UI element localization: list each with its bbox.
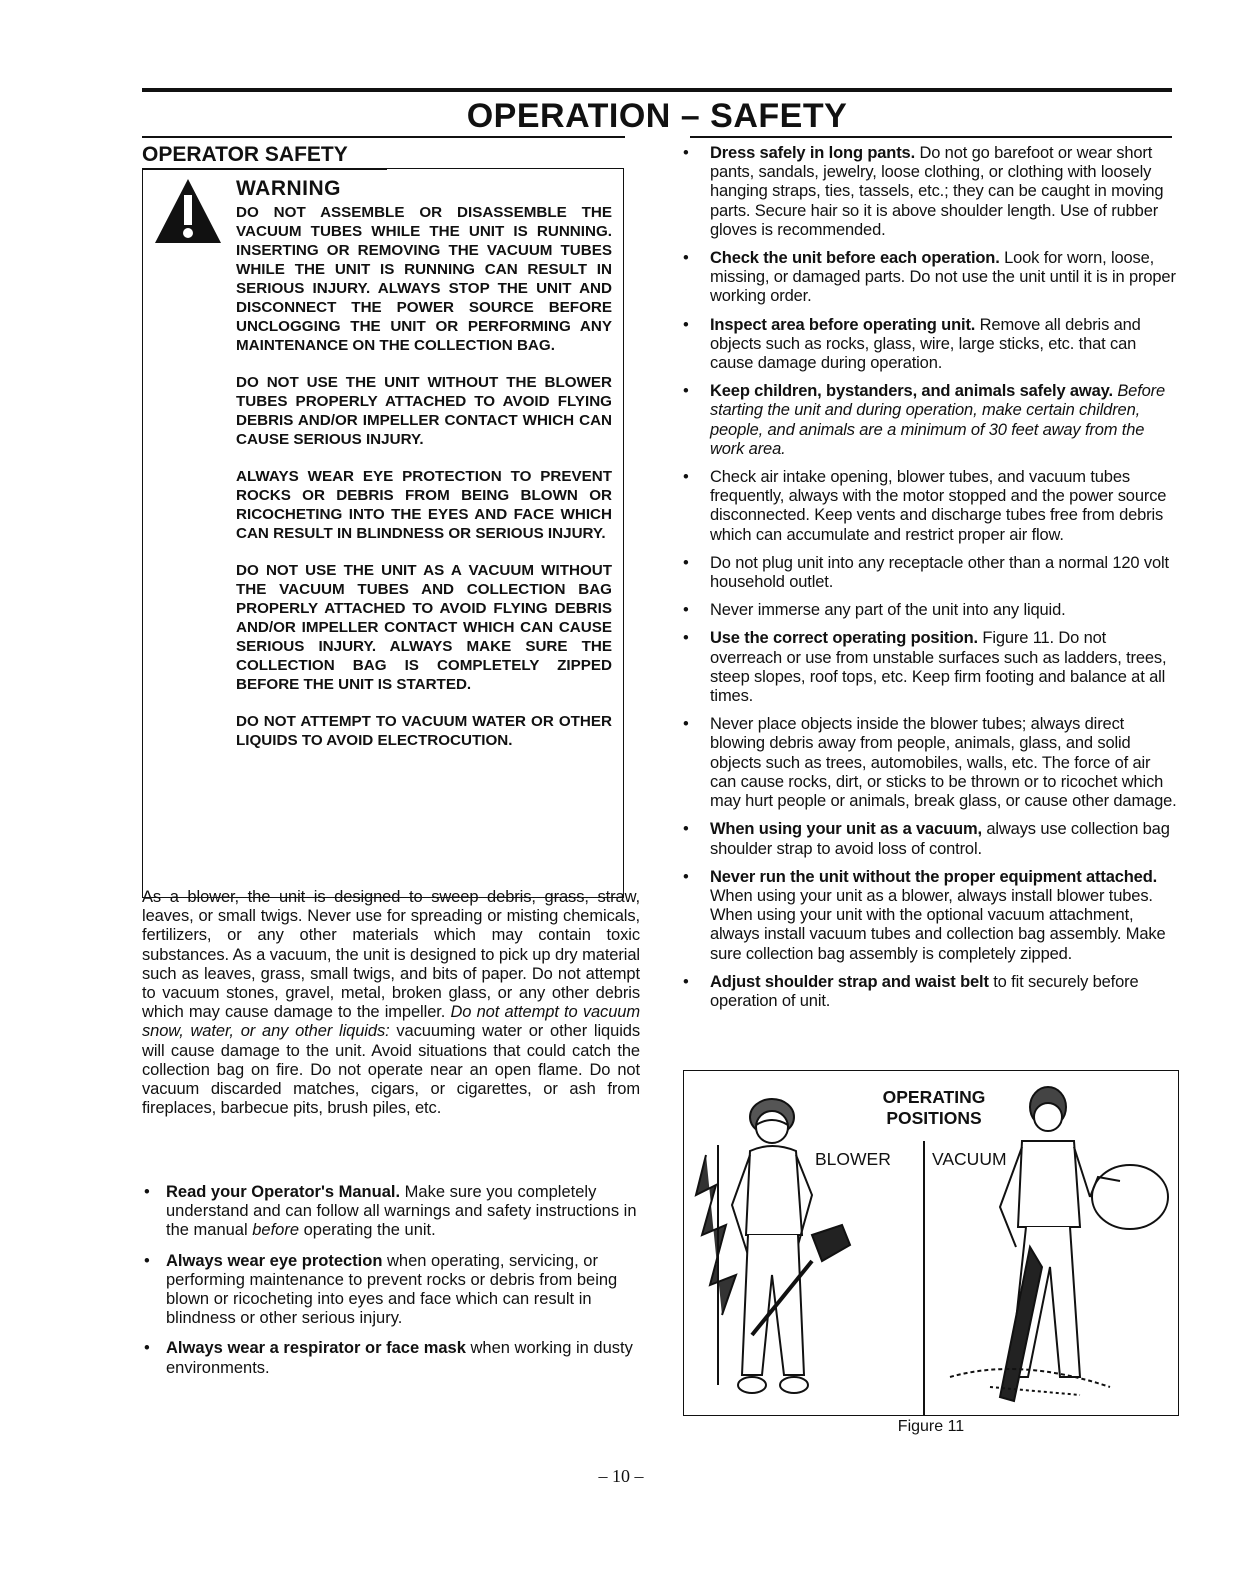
figure-label-vacuum: VACUUM [932,1149,1007,1169]
bullet-text: Check air intake opening, blower tubes, and vacuum tubes frequently, always with the motor stopped and the power source disconnected. Keep vents and discharge tubes free from debris which can accumulate and restrict proper air flow. [710,468,1167,544]
list-item [680,554,1180,592]
title-rule [690,136,1172,138]
list-item [142,1339,642,1377]
bullet-text: operating the unit. [299,1221,436,1240]
bullet-text: Remove all debris and objects such as rocks, glass, wire, large sticks, etc. that can cause damage during operation. [710,315,1141,373]
bullet-icon: • [683,249,689,268]
bullet-text: Figure 11. Do not overreach or use from unstable surfaces such as ladders, trees, steep slopes, roof tops, etc. Keep firm footing and balance at all times. [710,629,1167,706]
right-bullet-list [680,144,1180,1011]
bullet-text: Never immerse any part of the unit into any liquid. [710,601,1066,620]
intro-paragraph [142,888,640,1118]
bullet-text: Do not plug unit into any receptacle other than a normal 120 volt household outlet. [710,553,1169,592]
figure-caption: Figure 11 [897,1418,965,1435]
bullet-text: When using your unit as a blower, always install blower tubes. When using your unit with the optional vacuum attachment, always install vacuum tubes and collection bag assembly. Make sure collection bag assembly is completely zipped. [710,886,1166,963]
warning-box [142,168,624,898]
list-item [680,144,1180,240]
blower-operator-illustration [692,1085,852,1413]
bullet-icon: • [683,382,689,401]
list-item [142,1183,642,1241]
left-column [142,140,642,1377]
bullet-text: Do not go barefoot or wear short pants, sandals, jewelry, loose clothing, or clothing with loosely hanging straps, ties, tassels, etc.; they can be caught in moving parts. Secure hair so it is above shoulder length. Use of rubber gloves is recommended. [710,144,1164,239]
title-rule [142,136,625,138]
list-item [680,868,1180,964]
intro-text: As a blower, the unit is designed to sweep debris, grass, straw, leaves, or small twigs. Never use for spreading or misting chemicals, fertilizers, or any other materials which may contain toxic substances. As a vacuum, the unit is designed to pick up dry material such as leaves, grass, small twigs, and bits of paper. Do not attempt to vacuum stones, gravel, metal, broken glass, or any other debris which may cause damage to the impeller. [142,888,640,1022]
list-item [680,316,1180,374]
bullet-bold: When using your unit as a vacuum, [710,820,982,839]
intro-italic: Do not attempt to vacuum snow, water, or any other liquids: [142,1003,641,1041]
bullet-text: Never place objects inside the blower tubes; always direct blowing debris away from people, animals, glass, and solid objects such as trees, automobiles, walls, etc. The force of air can cause rocks, dirt, or sticks to be thrown or to ricochet which may hurt people or animals, break glass, or cause other damage. [710,715,1177,811]
bullet-icon: • [144,1183,150,1201]
bullet-icon: • [683,315,689,334]
bullet-icon: • [144,1339,150,1358]
bullet-bold: Check the unit before each operation. [710,249,1000,268]
bullet-icon: • [683,468,689,487]
right-column [680,144,1180,1020]
section-title: OPERATOR SAFETY [142,140,387,170]
top-rule [142,88,1172,92]
bullet-icon: • [683,553,689,572]
bullet-italic: Before starting the unit and during operation, make certain children, people, and animals are a minimum of 30 feet away from the work area. [710,382,1166,458]
bullet-text: Make sure you completely understand and can follow all warnings and safety instructions in the manual [166,1183,637,1240]
bullet-icon: • [683,715,689,734]
page-number: – 10 – [598,1466,644,1486]
intro-text: vacuuming water or other liquids will cause damage to the unit. Avoid situations that could catch the collection bag on fire. Do not operate near an open flame. Do not vacuum discarded matches, cigars, or cigarettes, or ash from fireplaces, barbecue pits, brush piles, etc. [142,1022,640,1118]
warning-paragraph: ALWAYS WEAR EYE PROTECTION TO PREVENT ROCKS OR DEBRIS FROM BEING BLOWN OR RICOCHETING INTO THE EYES AND FACE WHICH CAN RESULT IN BLINDNESS OR SERIOUS INJURY. [236,468,612,542]
warning-paragraph: DO NOT USE THE UNIT AS A VACUUM WITHOUT THE VACUUM TUBES AND COLLECTION BAG PROPERLY ATTACHED TO AVOID FLYING DEBRIS AND/OR IMPELLER CONTACT WHICH CAN CAUSE SERIOUS INJURY. ALWAYS MAKE SURE THE COLLECTION BAG IS COMPLETELY ZIPPED BEFORE THE UNIT IS STARTED. [236,562,612,693]
bullet-icon: • [683,820,689,839]
bullet-icon: • [683,972,689,991]
page-title: OPERATION – SAFETY [466,97,848,135]
bullet-text: to fit securely before operation of unit. [710,972,1139,1010]
figure-title-line: OPERATING [882,1087,986,1107]
left-bullet-list [142,1183,642,1389]
bullet-text: Look for worn, loose, missing, or damaged parts. Do not use the unit until it is in proper working order. [710,249,1176,306]
bullet-bold: Use the correct operating position. [710,629,978,648]
list-item [680,601,1180,620]
vacuum-operator-illustration [930,1077,1174,1413]
bullet-bold: Always wear a respirator or face mask [166,1339,466,1358]
warning-paragraph: DO NOT ASSEMBLE OR DISASSEMBLE THE VACUUM TUBES WHILE THE UNIT IS RUNNING. INSERTING OR REMOVING THE VACUUM TUBES WHILE THE UNIT IS RUNNING CAN RESULT IN SERIOUS INJURY. ALWAYS STOP THE UNIT AND DISCONNECT THE POWER SOURCE BEFORE UNCLOGGING THE UNIT OR PERFORMING ANY MAINTENANCE ON THE COLLECTION BAG. [236,204,612,354]
bullet-icon: • [683,867,689,886]
warning-paragraph: DO NOT USE THE UNIT WITHOUT THE BLOWER TUBES PROPERLY ATTACHED TO AVOID FLYING DEBRIS AND/OR IMPELLER CONTACT WHICH CAN CAUSE SERIOUS INJURY. [236,374,612,448]
bullet-bold: Always wear eye protection [166,1251,383,1270]
bullet-text: always use collection bag shoulder strap to avoid loss of control. [710,820,1170,858]
bullet-bold: Read your Operator's Manual. [166,1183,401,1201]
bullet-text: when operating, servicing, or performing maintenance to prevent rocks or debris from being blown or ricocheting into eyes and face which can result in blindness or other serious injury. [166,1251,618,1328]
figure-label-blower: BLOWER [815,1149,891,1169]
warning-paragraph: DO NOT ATTEMPT TO VACUUM WATER OR OTHER LIQUIDS TO AVOID ELECTROCUTION. [236,713,612,749]
bullet-italic: before [252,1221,300,1240]
warning-title: WARNING [236,177,341,200]
warning-text [236,203,612,768]
list-item [680,973,1180,1011]
warning-triangle-icon [153,177,223,247]
figure-divider [923,1141,925,1415]
bullet-bold: Inspect area before operating unit. [710,315,976,334]
list-item [680,249,1180,307]
bullet-icon: • [683,629,689,648]
list-item [680,715,1180,811]
list-item [680,382,1180,459]
bullet-bold: Keep children, bystanders, and animals safely away. [710,382,1113,401]
bullet-icon: • [683,601,689,620]
figure-title-line: POSITIONS [886,1108,982,1128]
list-item [680,468,1180,545]
list-item [142,1252,642,1329]
list-item [680,820,1180,858]
list-item [680,629,1180,706]
bullet-bold: Dress safely in long pants. [710,144,916,162]
bullet-icon: • [144,1251,150,1270]
bullet-text: when working in dusty environments. [166,1339,633,1377]
bullet-bold: Never run the unit without the proper equipment attached. [710,867,1158,886]
bullet-bold: Adjust shoulder strap and waist belt [710,972,989,991]
bullet-icon: • [683,144,689,162]
figure-operating-positions [683,1070,1179,1416]
